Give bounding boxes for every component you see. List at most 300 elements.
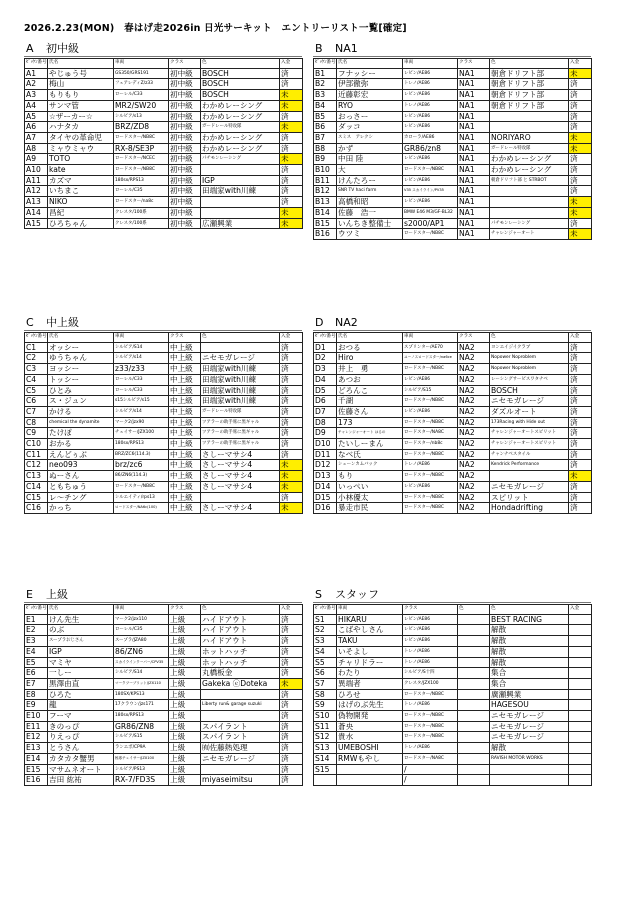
driver-name: ひとみ (48, 385, 114, 396)
car-model: レビン/AE86 (403, 625, 458, 636)
class: 中上級 (169, 428, 201, 439)
driver-name (337, 764, 403, 775)
table-row (25, 492, 303, 503)
class: 初中級 (169, 143, 201, 154)
table-row (314, 743, 592, 754)
team (490, 111, 569, 122)
entry-number: B10 (314, 165, 337, 176)
payment-status (569, 700, 592, 711)
payment-status: 済 (280, 79, 303, 90)
payment-status: 済 (280, 374, 303, 385)
class: 中上級 (169, 396, 201, 407)
car-model: ランエボ/CP9A (114, 743, 169, 754)
driver-name: トッシー (48, 374, 114, 385)
car-model: トレノ/AE86 (403, 646, 458, 657)
car-model: ロードスター/na8c (114, 197, 169, 208)
car-model: シルビア/S15 (114, 732, 169, 743)
payment-status: 済 (569, 165, 592, 176)
driver-name: 伊部徹弥 (337, 79, 403, 90)
table-row (314, 132, 592, 143)
table-header-row (25, 333, 303, 343)
section-s (313, 588, 591, 786)
payment-status: 済 (280, 111, 303, 122)
entry-number: C11 (25, 449, 48, 460)
entry-number: C16 (25, 503, 48, 514)
car-model: 180SX/KPS13 (114, 689, 169, 700)
table-row (314, 439, 592, 450)
table-row (314, 186, 592, 197)
car-model: brz/zc6 (114, 460, 169, 471)
car-model: ロードスター/NA6c(100) (114, 503, 169, 514)
driver-name: はげのぶ先生 (337, 700, 403, 711)
payment-status: 未 (569, 132, 592, 143)
entry-number: E9 (25, 700, 48, 711)
driver-name: たいしーまん (337, 439, 403, 450)
entry-number: D11 (314, 449, 337, 460)
class: 上級 (169, 764, 201, 775)
car-model: シルビア/S15 (403, 385, 458, 396)
team: チャレンジャーオートスピリット (490, 439, 569, 450)
driver-name: スミス アレクシ (337, 132, 403, 143)
section-letter: D (315, 316, 324, 329)
driver-name: 蒼央 (337, 721, 403, 732)
column-header: ｾﾞｯｹﾝ番号 (25, 333, 48, 343)
team: スピリット (490, 492, 569, 503)
team: BOSCH (490, 385, 569, 396)
column-header: 車両 (114, 605, 169, 615)
class: NA1 (458, 186, 490, 197)
car-model: MR2/SW20 (114, 100, 169, 111)
payment-status (569, 753, 592, 764)
table-row (25, 678, 303, 689)
team: HAGESOU (490, 700, 569, 711)
payment-status (569, 614, 592, 625)
driver-name: カズマ (48, 175, 114, 186)
car-model: BMW E46 M3/GF-BL32 (403, 207, 458, 218)
driver-name: タイヤの革命児 (48, 132, 114, 143)
table-row (314, 374, 592, 385)
payment-status (569, 636, 592, 647)
class (458, 668, 490, 679)
team: さしーマサシ4 (201, 481, 280, 492)
class: NA1 (458, 68, 490, 79)
car-model: レビン/AE86 (403, 636, 458, 647)
car-model: レビン/AE86 (403, 154, 458, 165)
class: 上級 (169, 721, 201, 732)
table-row (25, 68, 303, 79)
section-heading (24, 316, 302, 331)
car-model: / (403, 775, 458, 786)
column-header: ｾﾞｯｹﾝ番号 (25, 59, 48, 69)
payment-status: 済 (569, 460, 592, 471)
section-e (24, 588, 302, 786)
team: ツアラーの助手席に黒ギャル (201, 439, 280, 450)
team: さしーマサシ4 (201, 449, 280, 460)
class (458, 721, 490, 732)
class: 中上級 (169, 374, 201, 385)
entry-number: A8 (25, 143, 48, 154)
entry-number: E5 (25, 657, 48, 668)
table-row (25, 614, 303, 625)
entry-number: E14 (25, 753, 48, 764)
team (490, 186, 569, 197)
table-row (314, 175, 592, 186)
payment-status: 未 (569, 229, 592, 240)
entry-number: D16 (314, 503, 337, 514)
section-name: NA2 (335, 316, 358, 329)
car-model: スカイラインクーパー/CPV35 (114, 657, 169, 668)
section-letter: C (26, 316, 34, 329)
team: チャレンジャーオート (490, 229, 569, 240)
driver-name: ひろちゃん (48, 218, 114, 229)
table-row (314, 689, 592, 700)
entry-number: S9 (314, 700, 337, 711)
class (458, 743, 490, 754)
driver-name: TAKU (337, 636, 403, 647)
payment-status: 済 (280, 700, 303, 711)
car-model: ローレル/C35 (114, 625, 169, 636)
class: 上級 (169, 636, 201, 647)
table-row (25, 186, 303, 197)
car-model: ロードスター/NB8C (403, 503, 458, 514)
class: NA1 (458, 207, 490, 218)
driver-name: 173 (337, 417, 403, 428)
class: NA1 (458, 218, 490, 229)
entry-number: C3 (25, 364, 48, 375)
car-model: シルビア/S14 (114, 342, 169, 353)
payment-status (569, 668, 592, 679)
table-row (314, 207, 592, 218)
entry-number: C15 (25, 492, 48, 503)
column-header: 入金 (280, 59, 303, 69)
driver-name: 井上 勇 (337, 364, 403, 375)
section-letter: E (26, 588, 33, 601)
team: ホットハッチ (201, 657, 280, 668)
driver-name: きのっぴ (48, 721, 114, 732)
driver-name: 昌紀 (48, 207, 114, 218)
class: NA1 (458, 229, 490, 240)
payment-status: 未 (280, 460, 303, 471)
entry-number: B15 (314, 218, 337, 229)
table-row (25, 721, 303, 732)
entry-table (313, 332, 592, 514)
class: 上級 (169, 689, 201, 700)
entry-number: S2 (314, 625, 337, 636)
team: スパイラント (201, 721, 280, 732)
section-heading (313, 316, 591, 331)
car-model: ロードスター/NB8C (114, 165, 169, 176)
team: BEST RACING (490, 614, 569, 625)
driver-name: いっぺい (337, 481, 403, 492)
car-model: クレスタ/100系 (114, 218, 169, 229)
entry-number: B12 (314, 186, 337, 197)
class: 中上級 (169, 353, 201, 364)
team: 広瀬興業 (201, 218, 280, 229)
team (490, 207, 569, 218)
team: さしーマサシ4 (201, 460, 280, 471)
entry-number: D9 (314, 428, 337, 439)
driver-name: スープラおじさん (48, 636, 114, 647)
car-model: ロードスター/NB8C (403, 689, 458, 700)
team (201, 197, 280, 208)
team (201, 764, 280, 775)
car-model: レビン/AE86 (403, 406, 458, 417)
entry-number: D4 (314, 374, 337, 385)
team: 田端家with川練 (201, 396, 280, 407)
driver-name: おつる (337, 342, 403, 353)
team: さしーマサシ4 (201, 471, 280, 482)
table-row (25, 481, 303, 492)
table-row (314, 229, 592, 240)
table-header-row (314, 333, 592, 343)
team: 集合 (490, 668, 569, 679)
team: ツアラーの助手席に黒ギャル (201, 417, 280, 428)
class (458, 614, 490, 625)
payment-status (569, 657, 592, 668)
class (458, 646, 490, 657)
driver-name: たけぽ (48, 428, 114, 439)
table-row (314, 460, 592, 471)
driver-name: あつお (337, 374, 403, 385)
payment-status: 済 (280, 753, 303, 764)
team: 朝倉ドリフト部 (490, 68, 569, 79)
class: 上級 (169, 753, 201, 764)
driver-name: ひろせ (337, 689, 403, 700)
entry-number: E12 (25, 732, 48, 743)
class: 上級 (169, 657, 201, 668)
class: 初中級 (169, 111, 201, 122)
driver-name: ともちゅう (48, 481, 114, 492)
car-model: ローレル/C33 (114, 90, 169, 101)
entry-number: A13 (25, 197, 48, 208)
table-row (25, 689, 303, 700)
car-model: ロードスター/NB8C (403, 711, 458, 722)
class (458, 764, 490, 775)
column-header: 色 (201, 59, 280, 69)
entry-number: A9 (25, 154, 48, 165)
entry-number: E15 (25, 764, 48, 775)
class: 初中級 (169, 79, 201, 90)
team: ヨンエイジイクラブ (490, 342, 569, 353)
column-header: 車両 (337, 605, 403, 615)
entry-number: B6 (314, 122, 337, 133)
car-model: ロードスター/NB8C (403, 732, 458, 743)
driver-name: とうさん (48, 743, 114, 754)
car-model: マークツーブリット/JZX110 (114, 678, 169, 689)
driver-name: UMEBOSHI (337, 743, 403, 754)
table-row (314, 122, 592, 133)
car-model: ローレル/C33 (114, 374, 169, 385)
entry-number: C5 (25, 385, 48, 396)
team: パチモンレーシング (201, 154, 280, 165)
entry-number: S3 (314, 636, 337, 647)
team (201, 207, 280, 218)
entry-number: A4 (25, 100, 48, 111)
column-header: クラス (458, 59, 490, 69)
driver-name: NIKO (48, 197, 114, 208)
section-name: スタッフ (335, 588, 379, 601)
driver-name: 高橋和昭 (337, 197, 403, 208)
payment-status: 未 (280, 100, 303, 111)
team: パチモンレーシング (490, 218, 569, 229)
entry-number: E16 (25, 775, 48, 786)
class (458, 700, 490, 711)
payment-status (569, 678, 592, 689)
car-model: ロードスター/NB8C (403, 417, 458, 428)
column-header: 車両 (114, 333, 169, 343)
column-header: クラス (458, 333, 490, 343)
entry-number: C13 (25, 471, 48, 482)
team (201, 165, 280, 176)
table-row (25, 79, 303, 90)
table-row (25, 154, 303, 165)
payment-status: 済 (280, 364, 303, 375)
driver-name: 黒澤由直 (48, 678, 114, 689)
payment-status: 済 (569, 449, 592, 460)
section-heading (24, 588, 302, 603)
entry-number: D6 (314, 396, 337, 407)
driver-name: ハナタカ (48, 122, 114, 133)
table-row (314, 68, 592, 79)
team: Nopower Noproblem (490, 364, 569, 375)
team: スパイラント (201, 732, 280, 743)
payment-status: 済 (280, 625, 303, 636)
class: 初中級 (169, 68, 201, 79)
driver-name: 吉田 紘祐 (48, 775, 114, 786)
payment-status: 未 (280, 471, 303, 482)
table-row (25, 111, 303, 122)
car-model: RX-8/SE3P (114, 143, 169, 154)
table-row (314, 700, 592, 711)
section-heading (24, 42, 302, 57)
driver-name: 大 (337, 165, 403, 176)
team: 解散 (490, 636, 569, 647)
driver-name: RYO (337, 100, 403, 111)
driver-name: のぶ (48, 625, 114, 636)
team: ㈲佐藤熱処理 (201, 743, 280, 754)
driver-name: やじゅう号 (48, 68, 114, 79)
car-model: シルビア/s14 (114, 353, 169, 364)
car-model: スプリンター/AE70 (403, 342, 458, 353)
table-row (25, 636, 303, 647)
car-model: ロードスター/NB8C (403, 364, 458, 375)
column-header: 氏名 (337, 333, 403, 343)
team: BOSCH (201, 79, 280, 90)
car-model: シルビア/S十四 (403, 668, 458, 679)
team: ニセモガレージ (490, 481, 569, 492)
driver-name: えんどぅぶ (48, 449, 114, 460)
entry-number: E1 (25, 614, 48, 625)
payment-status (569, 775, 592, 786)
class: NA1 (458, 90, 490, 101)
table-row (25, 342, 303, 353)
driver-name: サンマ管 (48, 100, 114, 111)
table-row (314, 353, 592, 364)
class: NA2 (458, 460, 490, 471)
team: Hondadrifting (490, 503, 569, 514)
payment-status (569, 711, 592, 722)
table-header-row (25, 59, 303, 69)
payment-status: 済 (280, 143, 303, 154)
payment-status: 済 (280, 492, 303, 503)
payment-status: 未 (280, 218, 303, 229)
table-row (314, 721, 592, 732)
payment-status: 済 (280, 449, 303, 460)
column-header: 色 (490, 333, 569, 343)
team: ニセモガレージ (490, 732, 569, 743)
payment-status: 未 (569, 143, 592, 154)
driver-name: chemical the dynamite (48, 417, 114, 428)
team (201, 711, 280, 722)
column-header: 入金 (280, 605, 303, 615)
driver-name: レ～チング (48, 492, 114, 503)
column-header: ｾﾞｯｹﾝ番号 (314, 59, 337, 69)
driver-name: IGP (48, 646, 114, 657)
payment-status: 済 (569, 175, 592, 186)
class: 中上級 (169, 471, 201, 482)
class: 初中級 (169, 100, 201, 111)
class: 中上級 (169, 503, 201, 514)
class: NA1 (458, 165, 490, 176)
class: 初中級 (169, 154, 201, 165)
payment-status: 済 (280, 689, 303, 700)
car-model: スープラ/JZA80 (114, 636, 169, 647)
class: 初中級 (169, 165, 201, 176)
table-row (314, 764, 592, 775)
table-row (314, 197, 592, 208)
class: NA2 (458, 385, 490, 396)
car-model: ロードスター/NA8C (403, 428, 458, 439)
class: NA2 (458, 406, 490, 417)
team: ニセモガレージ (201, 353, 280, 364)
driver-name: ひろた (48, 689, 114, 700)
payment-status (569, 625, 592, 636)
entry-number: B4 (314, 100, 337, 111)
entry-number: B16 (314, 229, 337, 240)
entry-number: E8 (25, 689, 48, 700)
payment-status: 済 (569, 396, 592, 407)
team: わかめレーシング (201, 111, 280, 122)
car-model: ロードスター/NB8C (403, 449, 458, 460)
car-model: ロードスター/NA8C (403, 753, 458, 764)
driver-name: カタカタ蟹男 (48, 753, 114, 764)
class: NA1 (458, 132, 490, 143)
entry-table (24, 58, 303, 229)
table-row (25, 732, 303, 743)
class: 上級 (169, 614, 201, 625)
payment-status: 未 (280, 122, 303, 133)
entry-number: A6 (25, 122, 48, 133)
class: NA1 (458, 197, 490, 208)
table-row (25, 503, 303, 514)
entry-number: B13 (314, 197, 337, 208)
car-model: GR86/ZN8 (114, 721, 169, 732)
car-model: ロードスター/NB8C (403, 471, 458, 482)
column-header: 入金 (569, 605, 592, 615)
table-row (25, 449, 303, 460)
class: NA2 (458, 492, 490, 503)
car-model: フェアレディZ/z33 (114, 79, 169, 90)
driver-name: TOTO (48, 154, 114, 165)
team: レーシングサービスワタナベ (490, 374, 569, 385)
car-model: レビン/AE86 (403, 122, 458, 133)
driver-name: ミャウミャウ (48, 143, 114, 154)
team: ニセモガレージ (490, 721, 569, 732)
driver-name: マミヤ (48, 657, 114, 668)
payment-status: 済 (569, 492, 592, 503)
driver-name: いんちき整備士 (337, 218, 403, 229)
class: NA1 (458, 111, 490, 122)
